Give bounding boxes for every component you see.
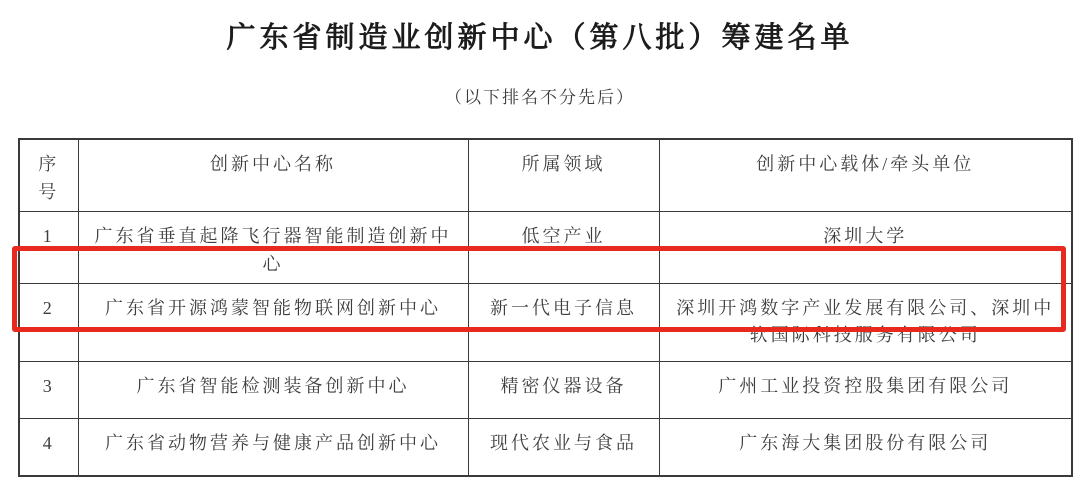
table-row — [19, 361, 1072, 418]
cell-center-name: 广东省垂直起降飞行器智能制造创新中心 — [78, 211, 468, 283]
cell-carrier: 广东海大集团股份有限公司 — [659, 418, 1072, 476]
header-carrier: 创新中心载体/牵头单位 — [659, 139, 1072, 211]
cell-index: 4 — [19, 418, 78, 476]
table-row-highlighted — [19, 283, 1072, 361]
cell-field: 现代农业与食品 — [468, 418, 659, 476]
cell-field: 低空产业 — [468, 211, 659, 283]
cell-index: 1 — [19, 211, 78, 283]
cell-carrier: 深圳开鸿数字产业发展有限公司、深圳中软国际科技服务有限公司 — [659, 283, 1072, 361]
innovation-center-table — [18, 138, 1073, 477]
cell-carrier: 广州工业投资控股集团有限公司 — [659, 361, 1072, 418]
cell-field: 精密仪器设备 — [468, 361, 659, 418]
cell-center-name: 广东省智能检测装备创新中心 — [78, 361, 468, 418]
cell-index: 3 — [19, 361, 78, 418]
cell-center-name: 广东省开源鸿蒙智能物联网创新中心 — [78, 283, 468, 361]
page-subtitle: （以下排名不分先后） — [445, 88, 635, 107]
cell-index: 2 — [19, 283, 78, 361]
cell-field: 新一代电子信息 — [468, 283, 659, 361]
table-row — [19, 211, 1072, 283]
cell-carrier: 深圳大学 — [659, 211, 1072, 283]
header-center-name: 创新中心名称 — [78, 139, 468, 211]
cell-center-name: 广东省动物营养与健康产品创新中心 — [78, 418, 468, 476]
table-row — [19, 418, 1072, 476]
header-index: 序号 — [19, 139, 78, 211]
header-field: 所属领域 — [468, 139, 659, 211]
page-title: 广东省制造业创新中心（第八批）筹建名单 — [226, 22, 854, 54]
table-header-row — [19, 139, 1072, 211]
